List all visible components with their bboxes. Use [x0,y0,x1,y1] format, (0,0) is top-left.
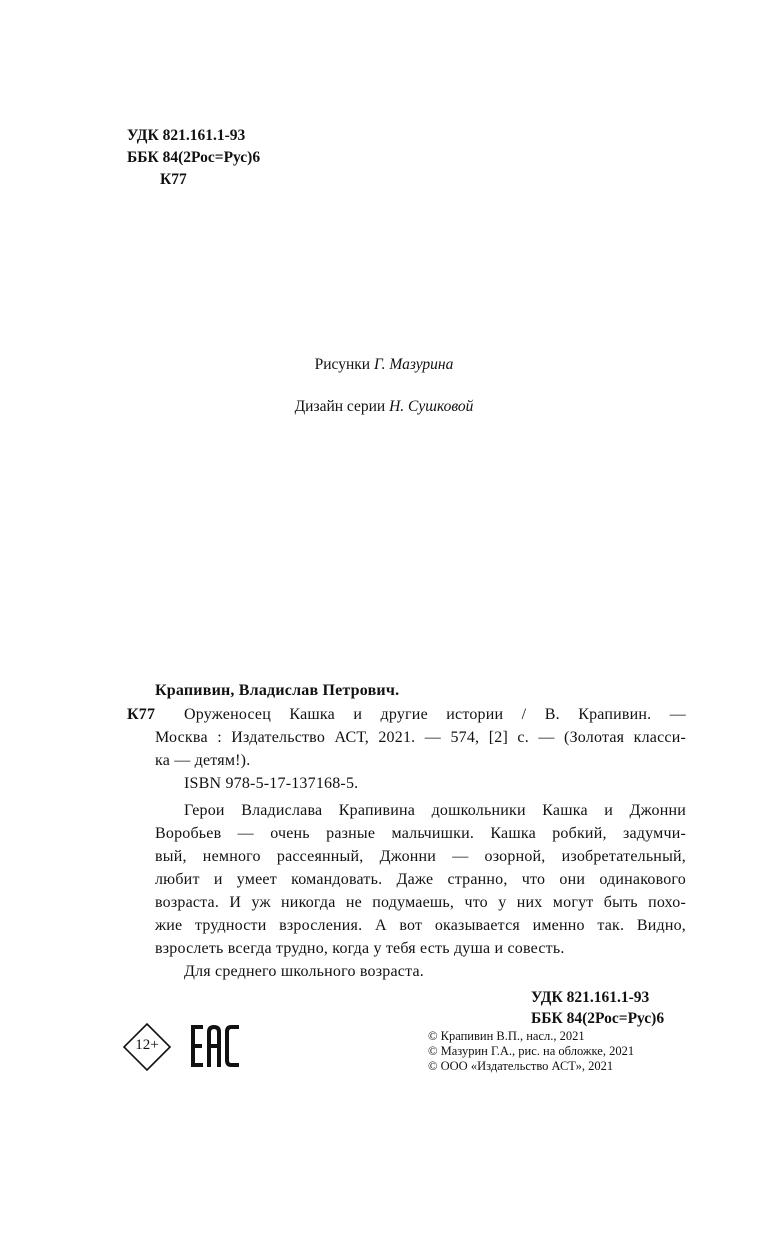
audience-note: Для среднего школьного возраста. [184,963,424,980]
annotation-line-1: Герои Владислава Крапивина дошкольники Кашка и Джонни [184,802,686,819]
illustrations-label: Рисунки [314,356,371,373]
record-title-line-1: Оруженосец Кашка и другие истории / В. Крапивин. — [184,706,686,723]
record-author: Крапивин, Владислав Петрович. [155,682,400,699]
design-name: Н. Сушковой [389,398,474,415]
copyright-line-2: © Мазурин Г.А., рис. на обложке, 2021 [428,1044,635,1058]
annotation-line-5: возраста. И уж никогда не подумаешь, что у них могут быть похо- [155,894,686,911]
eac-logo [190,1022,240,1070]
copyright-line-1: © Крапивин В.П., насл., 2021 [428,1029,585,1043]
annotation-line-6: жие трудности взросления. А вот оказывается именно так. Видно, [155,917,686,934]
header-bbk: ББК 84(2Рос=Рус)6 [127,149,261,166]
copyright-line-3: © ООО «Издательство АСТ», 2021 [428,1059,614,1073]
header-udk: УДК 821.161.1-93 [127,127,246,144]
eac-mark-icon [190,1022,240,1070]
annotation-line-4: любит и умеет командовать. Даже странно, что они одинакового [155,871,686,888]
record-title-line-2: Москва : Издательство АСТ, 2021. — 574, [2] с. — (Золотая класси- [155,729,686,746]
record-title-line-3: ка — детям!). [155,752,251,769]
annotation-line-2: Воробьев — очень разные мальчишки. Кашка робкий, задумчи- [155,825,686,842]
age-rating-badge [122,1022,172,1072]
illustrations-credit [0,356,768,374]
record-code: К77 [127,706,156,723]
annotation-line-7: взрослеть всегда трудно, когда у тебя есть душа и совесть. [155,940,565,957]
footer-bbk: ББК 84(2Рос=Рус)6 [531,1010,665,1027]
record-isbn: ISBN 978-5-17-137168-5. [184,775,359,792]
design-credit [0,398,768,416]
annotation-line-3: вый, немного рассеянный, Джонни — озорной, изобретательный, [155,848,686,865]
age-rating-text: 12+ [135,1037,159,1053]
header-author-code: К77 [160,171,187,188]
footer-udk: УДК 821.161.1-93 [531,989,650,1006]
design-label: Дизайн серии [294,398,386,415]
illustrations-name: Г. Мазурина [373,356,454,373]
